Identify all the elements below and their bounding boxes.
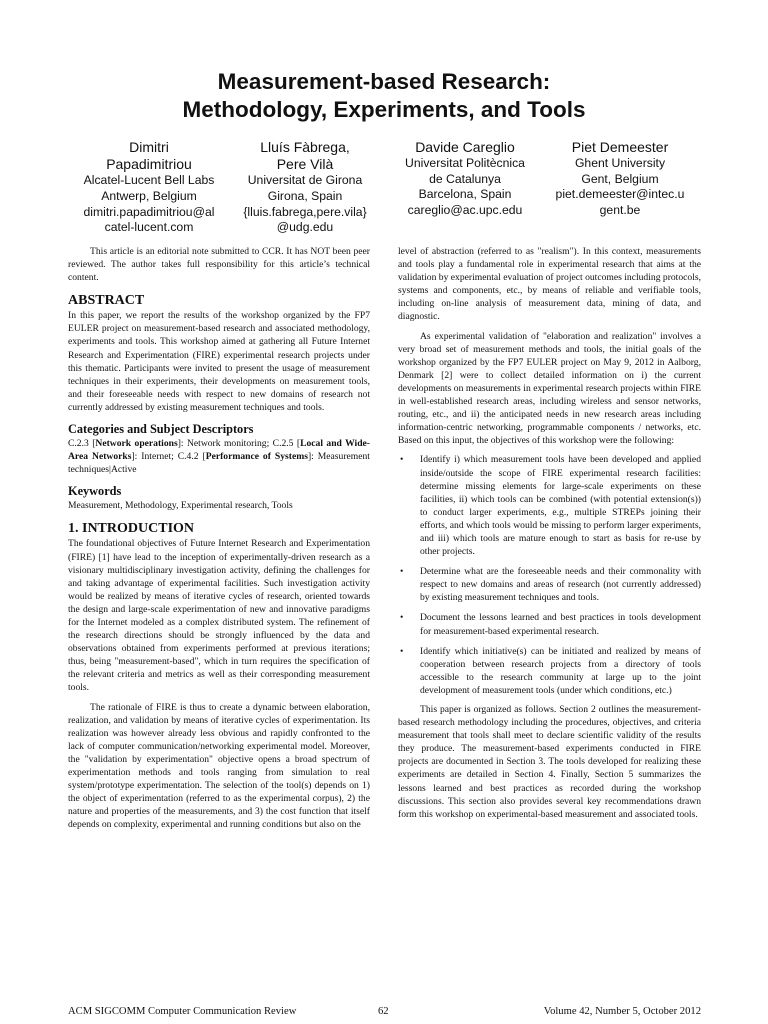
author-affiliation: Ghent University <box>574 156 666 171</box>
abstract-heading: ABSTRACT <box>68 293 145 309</box>
author-email: piet.demeester@intec.u <box>555 187 685 202</box>
right-column <box>398 245 701 821</box>
intro-paragraph-1: The foundational objectives of Future Internet Research and Experimentation (FIRE) [1] have lead to the inception of experimentally-driven research as a visionary multidisciplinary investigation activity, defining the challenges for and taking advantage of experimental facilities. Such investigation activity would be realized by means of iterative cycles of research, oriented towards the design and large-scale experimentation of new and innovative paradigms for the Internet modeled as a complex distributed system. The refinement of the research directions should be strongly influenced by the data and observations obtained from experiments performed at previous iterations; thus, being "measurement-based", which in turn requires the specification of the relevant criteria and metrics as well as their corresponding measurement tools. <box>68 538 370 694</box>
author-email: @udg.edu <box>276 220 334 235</box>
introduction-heading: 1. INTRODUCTION <box>68 521 195 537</box>
author-name: Davide Careglio <box>415 139 515 155</box>
author-affiliation: Universitat de Girona <box>247 173 363 188</box>
keywords-heading: Keywords <box>68 484 122 499</box>
title-line-1: Measurement-based Research: <box>217 69 551 94</box>
footer-volume: Volume 42, Number 5, October 2012 <box>543 1006 701 1017</box>
left-column <box>68 245 370 831</box>
author-affiliation: de Catalunya <box>429 171 501 186</box>
author-location: Girona, Spain <box>267 189 343 203</box>
intro-paragraph-2: The rationale of FIRE is thus to create a dynamic between elaboration, realization, and validation by means of iterative cycles of experimentation. Its realization was however already less obvious and rapidly confronted to the lack of computer communication/networking experimental model. Moreover, the "validation by experimentation" objective opens a broad spectrum of experimentation methods and tools ranging from simulation to real system/prototype experimentation. The selection of the tool(s) depends on 1) the object of experimentation (referred to as the experimental corpus), 2) the nature and properties of the measurements, and 3) the cost function that itself depends on complexity, experimental and running conditions but also on the <box>68 701 370 831</box>
footer-journal: ACM SIGCOMM Computer Communication Review <box>68 1006 297 1017</box>
author-block-2 <box>220 139 390 236</box>
objective-item: • Document the lessons learned and best practices in tools development for measurement-based experimental research. <box>398 611 701 637</box>
objective-item: • Determine what are the foreseeable needs and their commonality with respect to new domains and areas of research (not currently addressed) by existing measurement techniques and tools. <box>398 565 701 604</box>
author-name: Lluís Fàbrega, <box>260 139 350 155</box>
author-email: careglio@ac.upc.edu <box>407 202 523 217</box>
author-email: dimitri.papadimitriou@al <box>83 204 215 219</box>
author-name: Dimitri <box>129 139 169 155</box>
footer-page-number: 62 <box>378 1006 389 1017</box>
categories-text: C.2.3 [Network operations]: Network monitoring; C.2.5 [Local and Wide-Area Networks]: Internet; C.4.2 [Performance of Systems]: Measurement techniques|Active <box>68 438 370 476</box>
editorial-note: This article is an editorial note submitted to CCR. It has NOT been peer reviewed. The author takes full responsibility for this article’s technical content. <box>68 246 370 284</box>
categories-heading: Categories and Subject Descriptors <box>68 422 254 437</box>
author-location: Antwerp, Belgium <box>101 189 197 203</box>
paper-title <box>0 68 768 124</box>
title-line-2: Methodology, Experiments, and Tools <box>182 97 586 122</box>
objectives-list <box>398 453 701 697</box>
author-affiliation: Alcatel-Lucent Bell Labs <box>83 173 215 188</box>
objective-item: • Identify i) which measurement tools have been developed and applied inside/outside the scope of FIRE experimental research facilities: determine missing elements for large-scale experiments on these facilities, ii) which tools can be combined (with potential extension(s)) to conduct larger experiments, e.g., multiple STREPs joining their efforts, and which tools would be missing to perform larger experiments, and iii) which tools are mature enough to start as basis for re-use by other projects. <box>398 453 701 558</box>
author-block-1 <box>60 139 238 236</box>
author-email: {lluis.fabrega,pere.vila} <box>243 204 367 219</box>
author-block-3 <box>380 139 550 219</box>
author-name: Pere Vilà <box>276 156 334 173</box>
author-email: gent.be <box>599 202 641 217</box>
author-affiliation: Universitat Politècnica <box>405 156 525 171</box>
intro-paragraph-5: This paper is organized as follows. Section 2 outlines the measurement-based research methodology including the procedures, objectives, and criteria measurement that tools shall meet to declare scientific validity of the results they produce. The measurement-based experiments conducted in FIRE projects are documented in Section 3. The tools developed for realizing these experiments are detailed in Section 4. Finally, Section 5 summarizes the lessons learned and best practices as recorded during the workshop discussions. This section also provides several key recommendations drawn form this workshop on experimental-based measurement and associated tools. <box>398 704 701 820</box>
author-name: Piet Demeester <box>571 139 669 155</box>
author-location: Barcelona, Spain <box>418 187 512 202</box>
intro-paragraph-3: level of abstraction (referred to as "realism"). In this context, measurements and tools play a fundamental role in experimental research that aims at the validation by experimental evaluation of project outcomes including protocols, systems and components, etc., by means of reliable and verifiable tools, including on-line analysis of measurement data, mining of data, and diagnostic. <box>398 246 701 323</box>
author-block-4 <box>535 139 705 219</box>
author-location: Gent, Belgium <box>581 171 659 186</box>
objective-item: • Identify which initiative(s) can be initiated and realized by means of cooperation between research projects from a directory of tools accessible to the research community at large up to the joint development of measurement tools (under which conditions, etc.) <box>398 645 701 697</box>
abstract-text: In this paper, we report the results of the workshop organized by the FP7 EULER project on measurement-based research and associated methodology, experiments and tools. This workshop aimed at gathering all Future Internet Research and Experimentation (FIRE) experimental research projects under this thematic. Participants were invited to present the usage of measurement techniques in their experiments, their developments on measurement tools, and their foreseeable needs with respect to new domains of research not currently addressed by existing measurement techniques and tools. <box>68 310 370 413</box>
author-email: catel-lucent.com <box>104 220 194 235</box>
intro-paragraph-4: As experimental validation of "elaboration and realization" involves a very broad set of measurement methods and tools, the initial goals of the workshop organized by the FP7 EULER project on May 9, 2012 in Aalborg, Denmark [2] were to collect detailed information on i) the current developments on measurements in experimental research projects within FIRE in well-established research areas, including wireless and sensor networks, routing, etc., and ii) the anticipated needs in new research areas including information-centric networking, programmable components / networks, etc. Based on this input, the objectives of this workshop were the following: <box>398 330 701 447</box>
author-name: Papadimitriou <box>106 156 192 173</box>
keywords-text: Measurement, Methodology, Experimental research, Tools <box>68 500 293 512</box>
